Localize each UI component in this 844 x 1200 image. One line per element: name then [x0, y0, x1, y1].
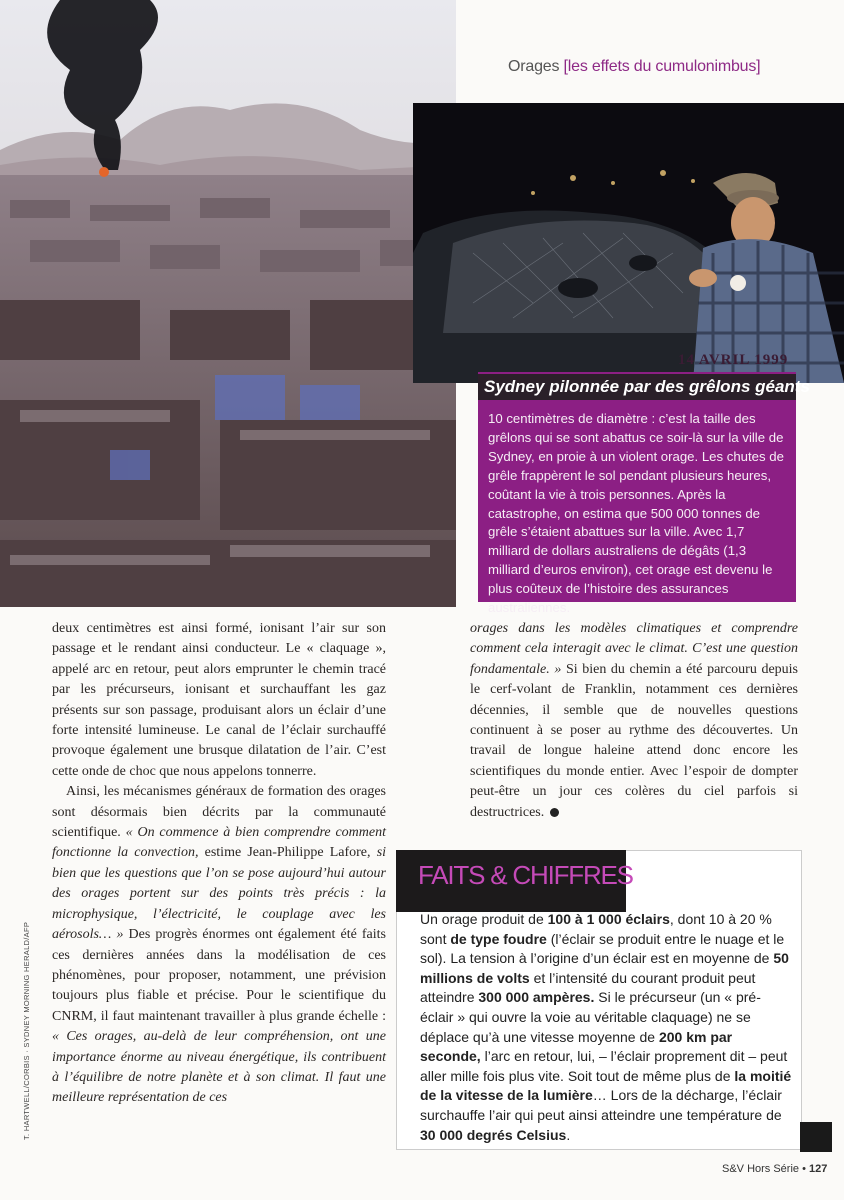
article-paragraph: deux centimètres est ainsi formé, ionisant l’air sur son passage et le rendant ainsi conducteur. Le « claquage », appelé arc en retour, peut alors emprunter le chemin tracé par les précurseurs, ionisant et surchauffant les gaz présents sur son passage, produisant alors un éclair d’une forte intensité lumineuse. Le canal de l’éclair surchauffé provoque également une brusque dilatation de l’air. C’est cette onde de choc que nous appelons tonnerre.: [52, 621, 386, 779]
article-column-right: [470, 619, 798, 823]
article-column-left: [52, 619, 386, 1109]
section-name: Orages: [508, 58, 560, 75]
page-number: 127: [809, 1163, 828, 1175]
caption-text: 10 centimètres de diamètre : c’est la taille des grêlons qui se sont abattus ce soir-là sur la ville de Sydney, en proie à un violent orage. Les chutes de grêle frappèrent le sol pendant plusieurs heures, coûtant la vie à trois personnes. Après la catastrophe, on estima que 500 000 tonnes de grêle s’étaient abattues sur la ville. Avec 1,7 milliard de dollars australiens de dégâts (1,3 milliard d’euros environ), cet orage est devenu le plus coûteux de l’histoire des assurances australiennes.: [488, 411, 784, 616]
article-paragraph: Ainsi, les mécanismes généraux de formation des orages sont désormais bien décrits par la communauté scientifique. « On commence à bien comprendre comment fonctionne la convection, estime Jean-Philippe Lafore, si bien que les questions que l’on se pose aujourd’hui autour des orages portent sur des points très précis : la microphysique, l’électricité, le couplage avec les aérosols… » Des progrès énormes ont également été faits ces dernières années dans la modélisation de ces phénomènes, pour proposer, notamment, une prévision toujours plus fiable et précise. Pour le scientifique du CNRM, il faut maintenant travailler à plus grande échelle : « Ces orages, au-delà de leur compréhension, ont une importance énorme au niveau énergétique, ils contribuent à l’équilibre de notre planète et à son climat. Il faut une meilleure représentation de ces: [52, 784, 387, 1106]
caption-date: 14 AVRIL 1999: [678, 352, 789, 368]
caption-title: Sydney pilonnée par des grêlons géants: [478, 374, 796, 400]
article-paragraph: orages dans les modèles climatiques et comprendre comment cela interagit avec le climat. C’est une question fondamentale. » Si bien du chemin a été parcouru depuis le cerf-volant de Franklin, notamment ces dernières décennies, il semble que de nouvelles questions continuent à se poser au rythme des découvertes. Un travail de longue haleine attend donc encore les scientifiques du monde entier. Avec l’espoir de dompter peut-être un jour ces colères du ciel parfois si destructrices.: [470, 621, 799, 820]
section-subtitle: [les effets du cumulonimbus]: [563, 58, 761, 75]
photo-credit: T. HARTWELL/CORBIS · SYDNEY MORNING HERALD/AFP: [22, 921, 31, 1140]
facts-title: FAITS & CHIFFRES: [418, 860, 633, 890]
hail-damage-photo: [413, 103, 844, 383]
corner-marker: [800, 1122, 832, 1152]
facts-text: Un orage produit de 100 à 1 000 éclairs, dont 10 à 20 % sont de type foudre (l’éclair se produit entre le nuage et le sol). La tension à l’origine d’un éclair est en moyenne de 50 millions de volts et l’intensité du courant produit peut atteindre 300 000 ampères. Si le précurseur (un « pré-éclair » qui ouvre la voie au véritable claquage) ne se déplace qu’à une vitesse moyenne de 200 km par seconde, l’arc en retour, lui, – l’éclair proprement dit – peut aller mille fois plus vite. Soit tout de même plus de la moitié de la vitesse de la lumière… Lors de la décharge, l’éclair surchauffe l’air qui peut ainsi atteindre une température de 30 000 degrés Celsius.: [420, 911, 792, 1143]
city-ruins-photo: [0, 0, 456, 607]
section-title: [508, 58, 760, 76]
magazine-name: S&V Hors Série •: [722, 1163, 806, 1175]
page-folio: [722, 1163, 827, 1175]
end-of-article-icon: [550, 808, 559, 817]
